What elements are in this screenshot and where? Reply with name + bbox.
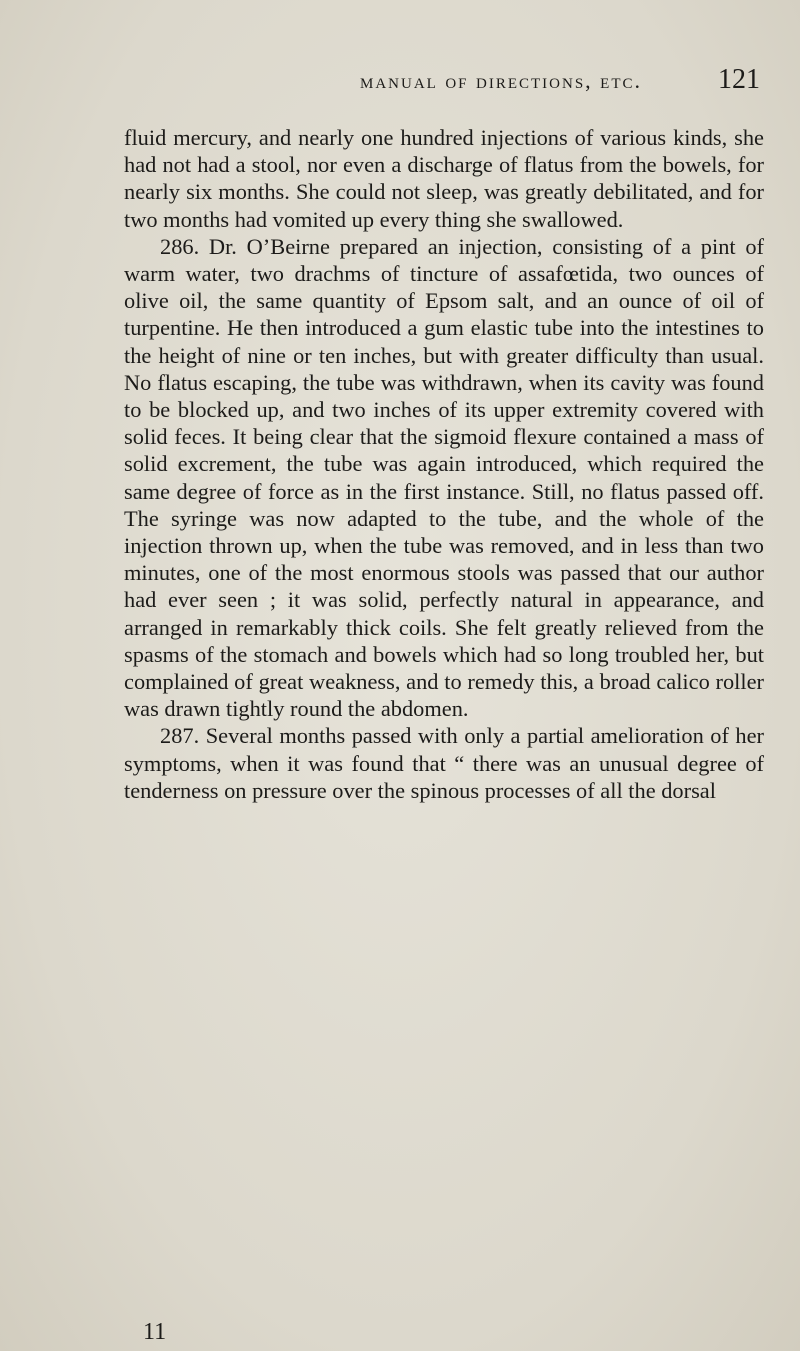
paragraph-text: Dr. O’Beirne prepared an injection, consisting of a pint of warm water, two drachms of tincture of assafœtida, two ounces of olive oil, the same quantity of Epsom salt, and an ounce of oil of turpentine. He then introduced a gum elastic tube into the intestines to the height of nine or ten inches, but with greater difficulty than usual. No flatus escaping, the tube was withdrawn, when its cavity was found to be blocked up, and two inches of its upper extremity covered with solid feces. It being clear that the sigmoid flexure contained a mass of solid excrement, the tube was again introduced, which required the same degree of force as in the first instance. Still, no flatus passed off. The syringe was now adapted to the tube, and the whole of the injection thrown up, when the tube was removed, and in less than two minutes, one of the most enormous stools was passed that our author had ever seen ; it was solid, perfectly natural in appearance, and arranged in remarkably thick coils. She felt greatly relieved from the spasms of the stomach and bowels which had so long troubled her, but complained of great weakness, and to remedy this, a broad calico roller was drawn tightly round the abdomen. (124, 233, 764, 722)
body-text (124, 124, 764, 804)
running-title: manual of directions, etc. (360, 68, 642, 93)
page-number: 121 (718, 64, 760, 95)
paragraph-286 (124, 233, 764, 723)
paragraph-text: Several months passed with only a partial amelioration of her symptoms, when it was found that “ there was an unusual degree of tenderness on pressure over the spinous processes of all the dorsal (124, 723, 764, 803)
paragraph-continued (124, 124, 764, 233)
paragraph-text: fluid mercury, and nearly one hundred injections of various kinds, she had not had a stool, nor even a discharge of flatus from the bowels, for nearly six months. She could not sleep, was greatly debilitated, and for two months had vomited up every thing she swallowed. (124, 125, 764, 232)
page-header (360, 64, 760, 100)
paragraph-number: 287. (160, 723, 200, 749)
paragraph-number: 286. (160, 233, 200, 259)
paragraph-287 (124, 722, 764, 804)
signature-mark: 11 (143, 1319, 167, 1345)
